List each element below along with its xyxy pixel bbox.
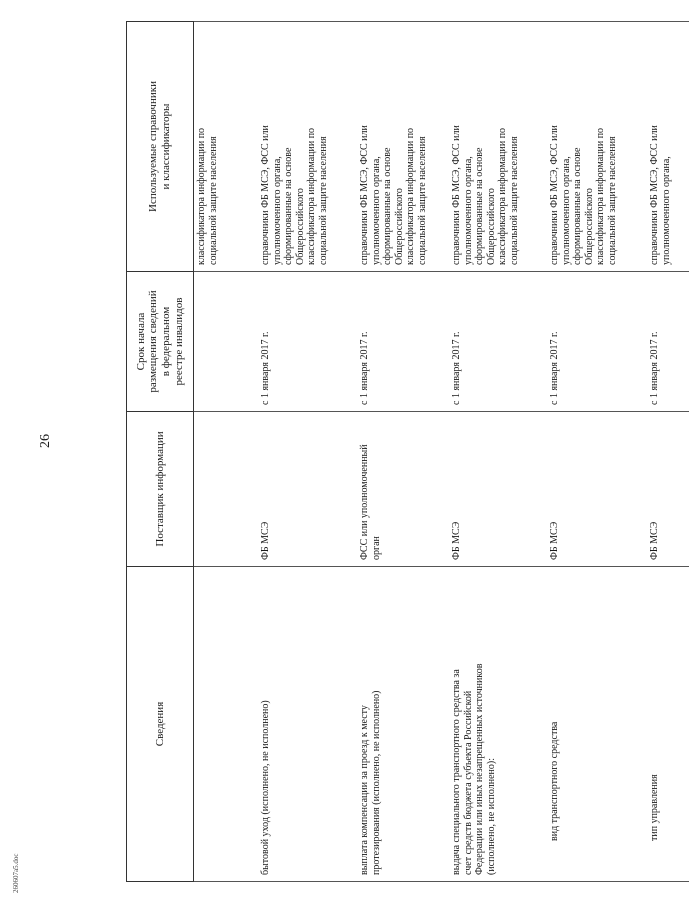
cell-supplier: ФСС или уполномоченный орган [355,412,447,567]
cell-references: справочники ФБ МСЭ, ФСС или уполномоченного органа, сформированные на основе Общероссийского классификатора информации по социальной защите населения [545,22,645,272]
cell-info: тип управления [645,567,689,882]
table-header-row [127,22,194,882]
cell-deadline [194,272,257,412]
cell-references: справочники ФБ МСЭ, ФСС или уполномоченного органа, [645,22,689,272]
cell-references: справочники ФБ МСЭ, ФСС или уполномоченного органа, сформированные на основе Общероссийского классификатора информации по социальной защите населения [355,22,447,272]
cell-supplier: ФБ МСЭ [447,412,545,567]
cell-deadline: с 1 января 2017 г. [645,272,689,412]
cell-supplier [194,412,257,567]
cell-info: выплата компенсации за проезд к месту протезирования (исполнено, не исполнено) [355,567,447,882]
header-deadline: Срок начала размещения сведений в федеральном реестре инвалидов [127,272,194,412]
footer-document-code: 260607a5.doc [12,853,20,893]
table-row [355,22,447,882]
header-info: Сведения [127,567,194,882]
info-table [126,21,689,882]
cell-deadline: с 1 января 2017 г. [355,272,447,412]
cell-references: справочники ФБ МСЭ, ФСС или уполномоченного органа, сформированные на основе Общероссийского классификатора информации по социальной защите населения [256,22,355,272]
page-number: 26 [38,434,53,448]
cell-supplier: ФБ МСЭ [645,412,689,567]
cell-info: бытовой уход (исполнено, не исполнено) [256,567,355,882]
cell-references: справочники ФБ МСЭ, ФСС или уполномоченного органа, сформированные на основе Общероссийского классификатора информации по социальной защите населения [447,22,545,272]
cell-deadline: с 1 января 2017 г. [256,272,355,412]
header-references: Используемые справочники и классификаторы [127,22,194,272]
cell-info: выдача специального транспортного средства за счет средств бюджета субъекта Российской Федерации или иных незапрещенных источников (исполнено, не исполнено): [447,567,545,882]
table-row [645,22,689,882]
cell-deadline: с 1 января 2017 г. [447,272,545,412]
header-supplier: Поставщик информации [127,412,194,567]
rotated-table-container [126,22,672,882]
cell-info: вид транспортного средства [545,567,645,882]
cell-supplier: ФБ МСЭ [256,412,355,567]
cell-supplier: ФБ МСЭ [545,412,645,567]
table-row [545,22,645,882]
cell-info [194,567,257,882]
table-row [256,22,355,882]
table-row [194,22,257,882]
table-row [447,22,545,882]
cell-deadline: с 1 января 2017 г. [545,272,645,412]
cell-references: классификатора информации по социальной защите населения [194,22,257,272]
